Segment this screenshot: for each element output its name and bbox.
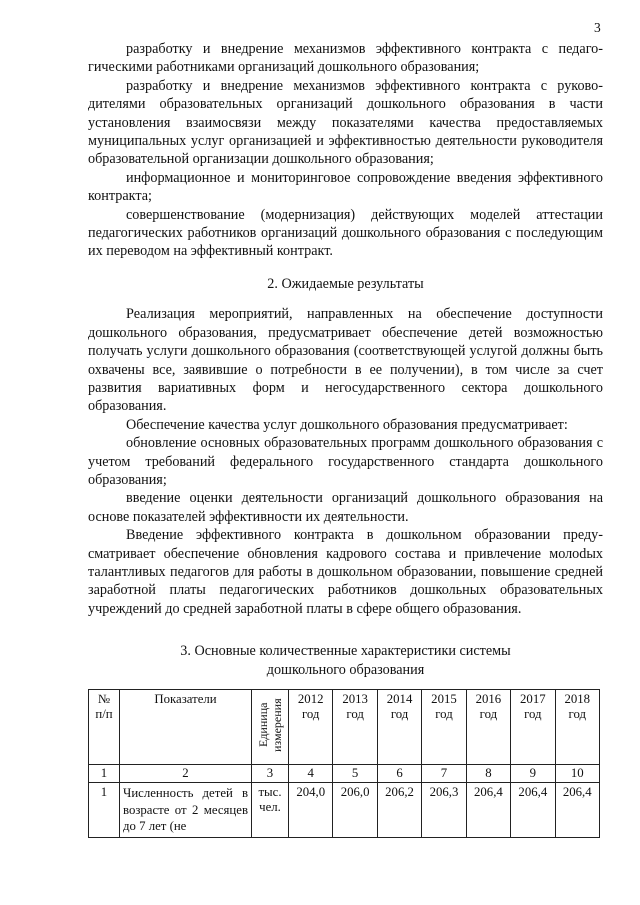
column-number: 8 — [466, 765, 510, 783]
header-year: 2016 год — [466, 690, 510, 765]
column-number: 4 — [289, 765, 333, 783]
column-number: 5 — [333, 765, 377, 783]
paragraph: Введение эффективного контракта в дошкольном образовании предусматривает обеспечение обновления кадрового состава и привлечение молоdых талантливых педагогов для работы в дошкольном образовании, повышение средней заработной платы педагогических работников дошкольных образовательных учреждений до средней заработной платы в сфере общего образования. — [88, 527, 603, 617]
column-number: 10 — [555, 765, 599, 783]
page-number: 3 — [594, 20, 601, 35]
row-value: 204,0 — [289, 783, 333, 838]
table-heading-line: дошкольного образования — [266, 661, 425, 678]
table-row — [89, 783, 600, 838]
header-indicator: Показатели — [120, 690, 252, 765]
row-value: 206,4 — [511, 783, 555, 838]
table-header-row — [89, 690, 600, 765]
header-number: № п/п — [89, 690, 120, 765]
column-number-row — [89, 765, 600, 783]
document-body — [88, 40, 603, 838]
column-number: 2 — [120, 765, 252, 783]
header-year: 2018 год — [555, 690, 599, 765]
header-year: 2013 год — [333, 690, 377, 765]
header-unit — [252, 690, 289, 765]
paragraph: совершенствование (модернизация) действующих моделей аттестации педагогических работников организаций дошкольного образования с последующим их переводом на эффективный контракт. — [88, 206, 603, 260]
column-number: 1 — [89, 765, 120, 783]
paragraph: разработку и внедрение механизмов эффективного контракта с педагогическими работниками организаций дошкольного образования; — [88, 41, 603, 76]
column-number: 3 — [252, 765, 289, 783]
paragraph: информационное и мониторинговое сопровождение введения эффективного контракта; — [88, 169, 603, 205]
row-value: 206,3 — [422, 783, 466, 838]
row-value: 206,2 — [377, 783, 421, 838]
table-heading — [88, 642, 603, 679]
header-year: 2017 год — [511, 690, 555, 765]
row-number: 1 — [89, 783, 120, 838]
paragraph: Обеспечение качества услуг дошкольного образования предусматривает: — [126, 416, 568, 433]
row-value: 206,4 — [466, 783, 510, 838]
paragraph: введение оценки деятельности организаций дошкольного образования на основе показателей эффективности их деятельности. — [88, 490, 603, 525]
header-year: 2014 год — [377, 690, 421, 765]
section-heading: 2. Ожидаемые результаты — [267, 275, 424, 292]
header-unit-label: Единица измерения — [256, 698, 284, 752]
column-number: 7 — [422, 765, 466, 783]
paragraph: обновление основных образовательных программ дошкольного образования с учетом требований федерального государственного стандарта дошкольного образования; — [88, 435, 603, 488]
table-heading-line: 3. Основные количественные характеристики системы — [180, 643, 511, 660]
row-value: 206,0 — [333, 783, 377, 838]
column-number: 6 — [377, 765, 421, 783]
row-unit: тыс. чел. — [252, 783, 289, 838]
column-number: 9 — [511, 765, 555, 783]
header-year: 2015 год — [422, 690, 466, 765]
paragraph: разработку и внедрение механизмов эффективного контракта с руководителями образовательных организаций дошкольного образования в части установления взаимосвязи между показателями качества предоставляемых муниципальных услуг организацией и эффективностью деятельности руководителя образовательной организации дошкольного образования; — [88, 77, 603, 168]
paragraph: Реализация мероприятий, направленных на обеспечение доступности дошкольного образования, предусматривает обеспечение детей возможностью получать услуги дошкольного образования (соответствующей услугой должны быть охвачены все, заявившие о потребности в ее получении), в том числе за счет развития вариативных форм и негосударственного сектора дошкольного образования. — [88, 306, 603, 415]
header-year: 2012 год — [289, 690, 333, 765]
row-indicator: Численность детей в возрасте от 2 месяцев до 7 лет (не — [120, 783, 252, 838]
row-value: 206,4 — [555, 783, 599, 838]
characteristics-table — [88, 689, 600, 838]
